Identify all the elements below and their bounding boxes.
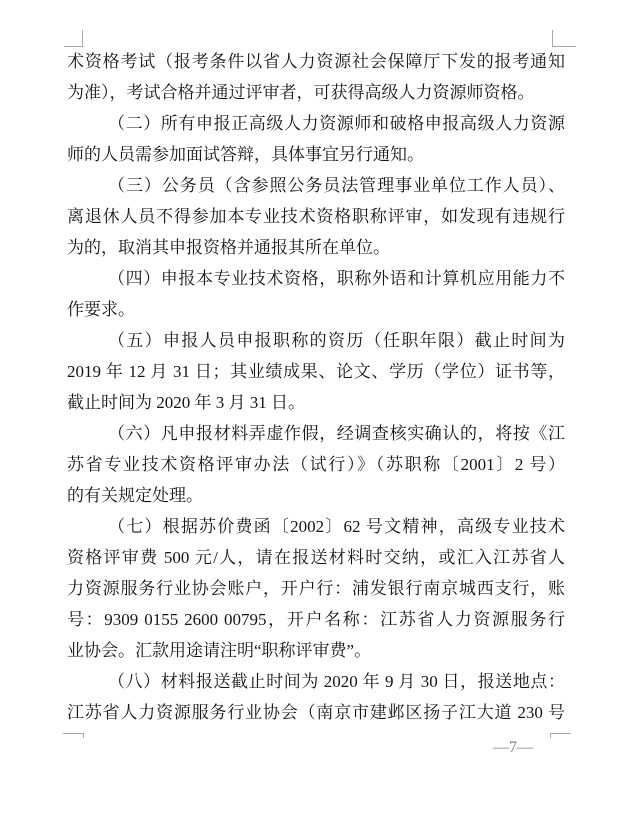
text-line: 作要求。: [67, 300, 135, 319]
crop-mark-top-left: [64, 30, 83, 47]
document-body: [67, 46, 565, 728]
text-line: （七）根据苏价费函〔2002〕62 号文精神，高级专业技术: [108, 517, 565, 536]
text-line: 的有关规定处理。: [67, 486, 203, 505]
text-line: 业协会。汇款用途请注明“职称评审费”。: [67, 641, 372, 660]
text-line: 离退休人员不得参加本专业技术资格职称评审，如发现有违规行: [67, 207, 565, 226]
text-line: （八）材料报送截止时间为 2020 年 9 月 30 日，报送地点：: [108, 672, 565, 691]
crop-mark-bottom-left: [63, 733, 84, 738]
text-line: 为的，取消其申报资格并通报其所在单位。: [67, 238, 390, 257]
text-line: 师的人员需参加面试答辩，具体事宜另行通知。: [67, 145, 424, 164]
text-line: 截止时间为 2020 年 3 月 31 日。: [67, 393, 305, 412]
text-line: （二）所有申报正高级人力资源师和破格申报高级人力资源: [108, 114, 565, 133]
crop-mark-top-right: [552, 30, 576, 47]
text-line: 号：9309 0155 2600 00795，开户名称：江苏省人力资源服务行: [67, 610, 565, 629]
text-line: （三）公务员（含参照公务员法管理事业单位工作人员）、: [108, 176, 565, 195]
text-line: 资格评审费 500 元/人，请在报送材料时交纳，或汇入江苏省人: [67, 548, 565, 567]
text-line: 术资格考试（报考条件以省人力资源社会保障厅下发的报考通知: [67, 52, 565, 71]
text-line: （六）凡申报材料弄虚作假，经调查核实确认的，将按《江: [108, 424, 565, 443]
text-line: 2019 年 12 月 31 日；其业绩成果、论文、学历（学位）证书等，: [67, 362, 565, 381]
text-line: （五）申报人员申报职称的资历（任职年限）截止时间为: [108, 331, 565, 350]
text-line: 为准），考试合格并通过评审者，可获得高级人力资源师资格。: [67, 83, 535, 102]
page-number: —7—: [493, 739, 533, 756]
text-line: 苏省专业技术资格评审办法（试行）》（苏职称〔2001〕2 号）: [67, 455, 565, 474]
text-line: 江苏省人力资源服务行业协会（南京市建邺区扬子江大道 230 号: [67, 703, 565, 722]
text-line: （四）申报本专业技术资格，职称外语和计算机应用能力不: [108, 269, 565, 288]
crop-mark-bottom-right: [550, 733, 571, 738]
text-line: 力资源服务行业协会账户，开户行：浦发银行南京城西支行，账: [67, 579, 565, 598]
